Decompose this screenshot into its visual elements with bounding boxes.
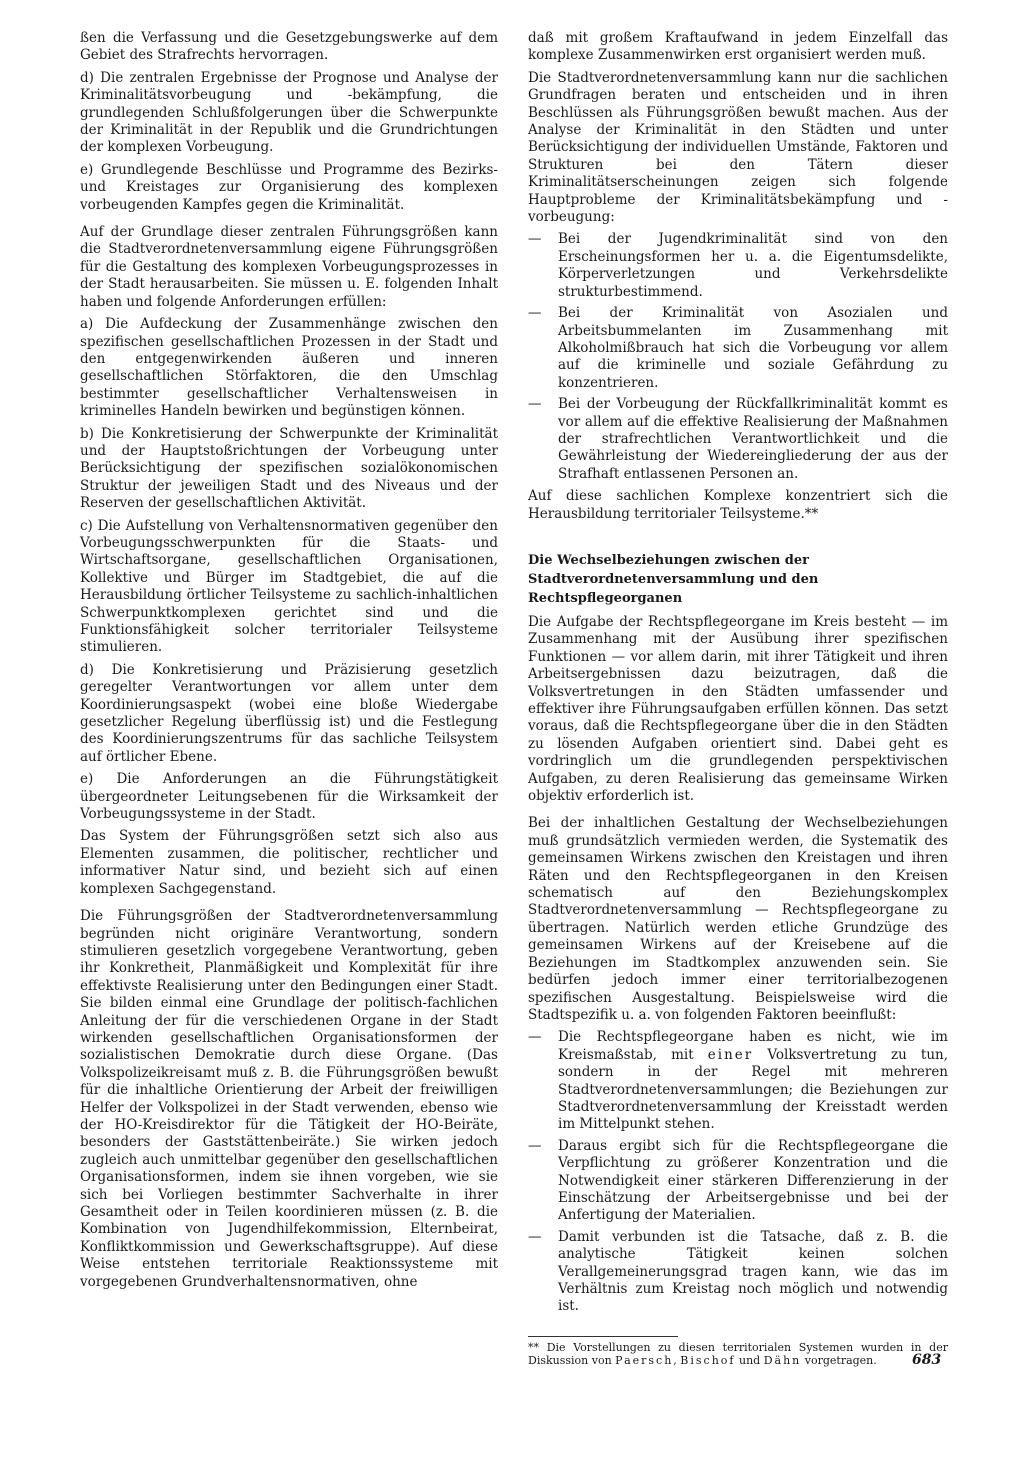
list-item-text: Damit verbunden ist die Tatsache, daß z. B. die analytische Tätigkeit keinen solchen Verallgemeinerungsgrad tragen kann, wie das im Verhältnis zum Kreistag noch möglich und notwendig ist. <box>558 1228 948 1315</box>
paragraph: Bei der inhaltlichen Gestaltung der Wechselbeziehungen muß grundsätzlich vermieden werden, die Systematik des gemeinsamen Wirkens zwischen den Kreistagen und ihren Räten und den Rechtspflegeorganen in den Kreisen schematisch auf den Beziehungskomplex Stadtverordnetenversammlung — Rechtspflegeorgane zu übertragen. Natürlich werden etliche Grundzüge des gemeinsamen Wirkens auf der Kreisebene auf die Beziehungen im Stadtkomplex anzuwenden sein. Sie bedürfen jedoch immer einer territorialbezogenen spezifischen Ausgestaltung. Beispielsweise wird die Stadtspezifik u. a. von folgenden Faktoren beeinflußt: <box>528 815 948 1023</box>
list-item <box>528 1029 948 1133</box>
emphasized-word: einer <box>707 1046 754 1063</box>
dash-bullet: — <box>528 1228 542 1245</box>
paragraph: a) Die Aufdeckung der Zusammenhänge zwischen den spezifischen gesellschaftlichen Prozessen in der Stadt und den entgegenwirkenden äußeren und inneren gesellschaftlichen Störfaktoren, die den Umschlag bestimmter gesellschaftlicher Verhaltensweisen in kriminelles Handeln bewirken und begünstigen können. <box>80 316 498 420</box>
list-item <box>528 305 948 392</box>
dash-bullet: — <box>528 1029 542 1046</box>
footnote: ** Die Vorstellungen zu diesen territorialen Systemen wurden in der Diskussion von Paersch, Bischof und Dähn vorgetragen. <box>528 1340 948 1368</box>
list-item <box>528 1138 948 1225</box>
paragraph: e) Die Anforderungen an die Führungstätigkeit übergeordneter Leitungsebenen für die Wirksamkeit der Vorbeugungssysteme in der Stadt. <box>80 771 498 823</box>
list-item <box>528 231 948 301</box>
paragraph: ßen die Verfassung und die Gesetzgebungswerke auf dem Gebiet des Strafrechts hervorragen. <box>80 30 498 64</box>
dash-list <box>528 1029 948 1316</box>
dash-list <box>528 231 948 483</box>
section-heading: Die Wechselbeziehungen zwischen der Stadtverordnetenversammlung und den Rechtspflegeorganen <box>528 552 819 606</box>
footnote-rule <box>528 1336 678 1337</box>
list-item <box>528 396 948 483</box>
dash-bullet: — <box>528 305 542 322</box>
author-name: Dähn <box>763 1354 802 1368</box>
list-item-text: Bei der Kriminalität von Asozialen und Arbeitsbummelanten im Zusammenhang mit Alkoholmißbrauch hat sich die Vorbeugung vor allem auf die kriminelle und soziale Gefährdung zu konzentrieren. <box>558 305 948 391</box>
list-item-text: Bei der Vorbeugung der Rückfallkriminalität kommt es vor allem auf die effektive Realisierung der Maßnahmen der strafrechtlichen Verantwortlichkeit und die Gewährleistung der Wiedereingliederung der aus der Strafhaft entlassenen Personen an. <box>558 396 948 482</box>
paragraph: b) Die Konkretisierung der Schwerpunkte der Kriminalität und der Hauptstoßrichtungen der Vorbeugung unter Berücksichtigung der spezifischen sozialökonomischen Struktur der jeweiligen Stadt und des Niveaus und der Reserven der gesellschaftlichen Aktivität. <box>80 425 498 512</box>
paragraph: c) Die Aufstellung von Verhaltensnormativen gegenüber den Vorbeugungsschwerpunkten für die Staats- und Wirtschaftsorgane, gesellschaftlichen Organisationen, Kollektive und Bürger im Stadtgebiet, die auf die Herausbildung örtlicher Teilsysteme zu sachlich-inhaltlichen Schwerpunktkomplexen gerichtet sind und die Funktionsfähigkeit solcher territorialer Teilsysteme stimulieren. <box>80 517 498 656</box>
paragraph: Die Aufgabe der Rechtspflegeorgane im Kreis besteht — im Zusammenhang mit der Ausübung ihrer spezifischen Funktionen — vor allem darin, mit ihrer Tätigkeit und ihren Arbeitsergebnissen dazu beizutragen, daß die Volksvertretungen in den Städten umfassender und effektiver ihre Führungsaufgaben erfüllen können. Das setzt voraus, daß die Rechtspflegeorgane über die in den Städten zu lösenden Aufgaben orientiert sind. Dabei geht es vordringlich um die grundlegenden perspektivischen Aufgaben, zu deren Realisierung das gemeinsame Wirken objektiv erforderlich ist. <box>528 613 948 805</box>
paragraph: Das System der Führungsgrößen setzt sich also aus Elementen zusammen, die politischer, rechtlicher und informativer Natur sind, und bezieht sich auf einen komplexen Sachgegenstand. <box>80 828 498 897</box>
list-item <box>528 1229 948 1316</box>
footnote-marker: ** <box>528 1340 539 1354</box>
paragraph: daß mit großem Kraftaufwand in jedem Einzelfall das komplexe Zusammenwirken erst organisiert werden muß. <box>528 30 948 64</box>
dash-bullet: — <box>528 231 542 248</box>
paragraph: d) Die zentralen Ergebnisse der Prognose und Analyse der Kriminalitätsvorbeugung und -bekämpfung, die grundlegenden Schlußfolgerungen über die Schwerpunkte der Kriminalität in der Republik und die Grundrichtungen der komplexen Vorbeugung. <box>80 69 498 156</box>
paragraph: Die Stadtverordnetenversammlung kann nur die sachlichen Grundfragen beraten und entscheiden und in ihren Beschlüssen als Führungsgrößen bewußt machen. Aus der Analyse der Kriminalität in den Städten und unter Berücksichtigung der individuellen Umstände, Faktoren und Strukturen bei den Tätern dieser Kriminalitätserscheinungen zeigen sich folgende Hauptprobleme der Kriminalitätsbekämpfung und -vorbeugung: <box>528 69 948 226</box>
dash-bullet: — <box>528 396 542 413</box>
paragraph: Die Führungsgrößen der Stadtverordnetenversammlung begründen nicht originäre Verantwortung, sondern stimulieren gesetzlich vorgegebene Verantwortung, geben ihr Konkretheit, Planmäßigkeit und Komplexität für ihre effektivste Realisierung unter den Bedingungen einer Stadt. Sie bilden einmal eine Grundlage der politisch-fachlichen Anleitung der für die verschiedenen Organe in der Stadt wirkenden gesellschaftlichen Organisationsformen der sozialistischen Demokratie durch diese Organe. (Das Volkspolizeikreisamt muß z. B. die Führungsgrößen bewußt für die inhaltliche Orientierung der Arbeit der freiwilligen Helfer der Volkspolizei in der Stadt verwenden, ebenso wie der HO-Kreisdirektor für die Tätigkeit der HO-Beiräte, besonders der Gaststättenbeiräte.) Sie wirken jedoch zugleich auch unmittelbar gegenüber den gesellschaftlichen Organisationsformen, indem sie ihnen vorgeben, wie sie sich bei Vorliegen bestimmter Sachverhalte in ihrer Gesamtheit oder in Teilen koordinieren müssen (z. B. die Kombination von Jugendhilfekommission, Elternbeirat, Konfliktkommission und Gewerkschaftsgruppe). Auf diese Weise entstehen territoriale Reaktionssysteme mit vorgegebenen Grundverhaltensnormativen, ohne <box>80 908 498 1290</box>
paragraph: Auf der Grundlage dieser zentralen Führungsgrößen kann die Stadtverordnetenversammlung eigene Führungsgrößen für die Gestaltung des komplexen Vorbeugungsprozesses in der Stadt herausarbeiten. Sie müssen u. E. folgenden Inhalt haben und folgende Anforderungen erfüllen: <box>80 224 498 310</box>
dash-bullet: — <box>528 1137 542 1154</box>
left-column <box>80 30 498 1296</box>
right-column <box>528 30 948 1368</box>
author-name: Paersch <box>615 1354 674 1368</box>
paragraph: e) Grundlegende Beschlüsse und Programme des Bezirks- und Kreistages zur Organisierung des komplexen vorbeugenden Kampfes gegen die Kriminalität. <box>80 161 498 213</box>
page-number: 683 <box>912 1352 942 1368</box>
author-name: Bischof <box>680 1354 736 1368</box>
list-item-text: Die Rechtspflegeorgane haben es nicht, wie im Kreismaßstab, mit einer Volksvertretung zu tun, sondern in der Regel mit mehreren Stadtverordnetenversammlungen; die Beziehungen zur Stadtverordnetenversammlung der Kreisstadt werden im Mittelpunkt stehen. <box>558 1029 949 1133</box>
paragraph: d) Die Konkretisierung und Präzisierung gesetzlich geregelter Verantwortungen vor allem unter dem Koordinierungsaspekt (wobei eine bloße Wiedergabe gesetzlicher Regelung überflüssig ist) und die Festlegung des Koordinierungszentrums für das sachliche Teilsystem auf örtlicher Ebene. <box>80 661 498 765</box>
list-item-text: Bei der Jugendkriminalität sind von den Erscheinungsformen her u. a. die Eigentumsdelikte, Körperverletzungen und Verkehrsdelikte strukturbestimmend. <box>558 231 948 300</box>
paragraph: Auf diese sachlichen Komplexe konzentriert sich die Herausbildung territorialer Teilsysteme.** <box>528 488 948 522</box>
list-item-text: Daraus ergibt sich für die Rechtspflegeorgane die Verpflichtung zu größerer Konzentration und die Notwendigkeit einer stärkeren Differenzierung in der Einschätzung der Arbeitsergebnisse und bei der Anfertigung der Materialien. <box>558 1137 948 1224</box>
